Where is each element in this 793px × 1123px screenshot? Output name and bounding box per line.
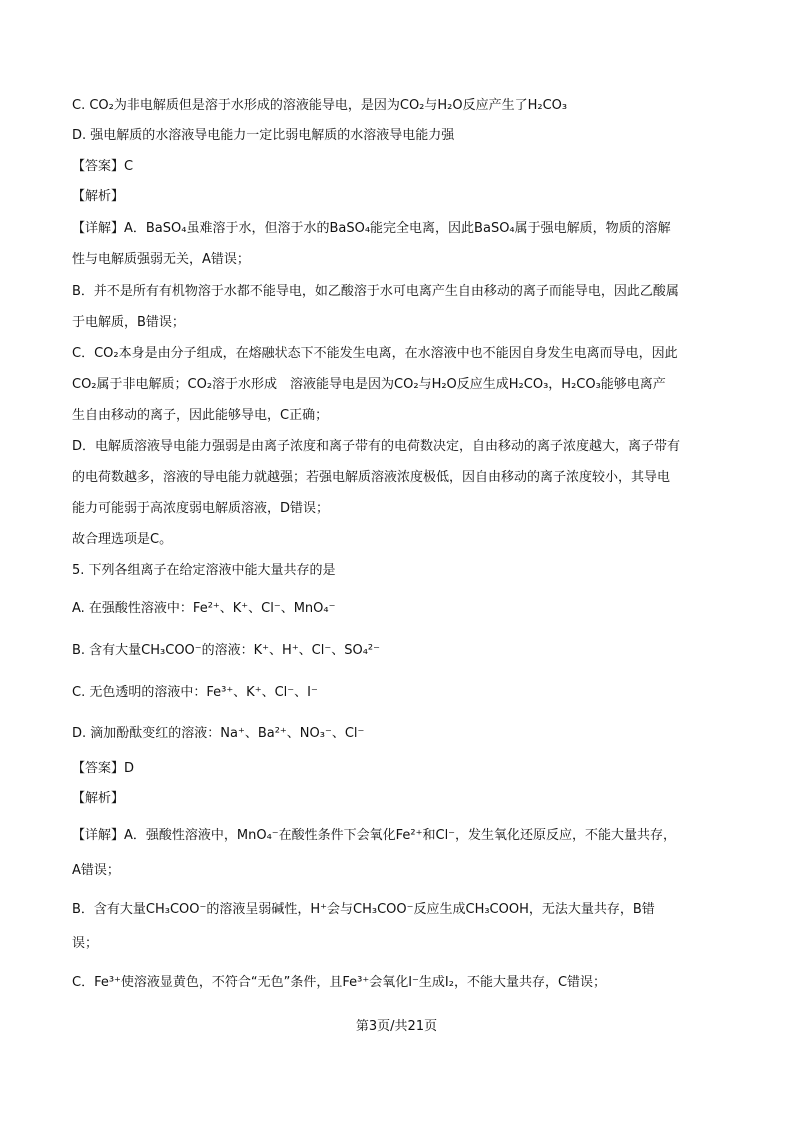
text-line: C．CO₂本身是由分子组成，在熔融状态下不能发生电离，在水溶液中也不能因自身发生电离而导电，因此	[72, 346, 678, 361]
option-c: C. 无色透明的溶液中：Fe³⁺、K⁺、Cl⁻、I⁻	[72, 685, 318, 700]
text-line: B．含有大量CH₃COO⁻的溶液呈弱碱性，H⁺会与CH₃COO⁻反应生成CH₃COOH，无法大量共存，B错	[72, 902, 655, 917]
text-line: CO₂属于非电解质；CO₂溶于水形成 溶液能导电是因为CO₂与H₂O反应生成H₂CO₃，H₂CO₃能够电离产	[72, 377, 666, 392]
analysis-label: 【解析】	[72, 791, 125, 806]
text-line: C．Fe³⁺使溶液显黄色，不符合“无色”条件，且Fe³⁺会氧化I⁻生成I₂，不能大量共存，C错误；	[72, 975, 607, 990]
text-line: 性与电解质强弱无关，A错误；	[72, 252, 250, 267]
text-line: A错误；	[72, 863, 120, 878]
text-line: 故合理选项是C。	[72, 532, 173, 547]
text-line: 【详解】A．强酸性溶液中，MnO₄⁻在酸性条件下会氧化Fe²⁺和Cl⁻，发生氧化还原反应，不能大量共存，	[72, 828, 677, 843]
answer-label: 【答案】C	[72, 159, 134, 174]
option-b: B. 含有大量CH₃COO⁻的溶液：K⁺、H⁺、Cl⁻、SO₄²⁻	[72, 643, 380, 658]
text-line: C. CO₂为非电解质但是溶于水形成的溶液能导电，是因为CO₂与H₂O反应产生了H₂CO₃	[72, 98, 568, 113]
text-line: 生自由移动的离子，因此能够导电，C正确；	[72, 408, 329, 423]
answer-label: 【答案】D	[72, 761, 135, 776]
text-line: 于电解质，B错误；	[72, 315, 185, 330]
text-line: 【详解】A．BaSO₄虽难溶于水，但溶于水的BaSO₄能完全电离，因此BaSO₄属于强电解质，物质的溶解	[72, 221, 671, 236]
text-line: D．电解质溶液导电能力强弱是由离子浓度和离子带有的电荷数决定，自由移动的离子浓度越大，离子带有	[72, 439, 681, 454]
text-line: 的电荷数越多，溶液的导电能力就越强；若强电解质溶液浓度极低，因自由移动的离子浓度较小，其导电	[72, 470, 671, 485]
page-footer: 第3页/共21页	[355, 1019, 438, 1034]
text-line: 能力可能弱于高浓度弱电解质溶液，D错误；	[72, 501, 330, 516]
option-a: A. 在强酸性溶液中：Fe²⁺、K⁺、Cl⁻、MnO₄⁻	[72, 601, 336, 616]
text-line: 误；	[72, 936, 99, 951]
option-d: D. 滴加酚酞变红的溶液：Na⁺、Ba²⁺、NO₃⁻、Cl⁻	[72, 726, 365, 741]
analysis-label: 【解析】	[72, 189, 125, 204]
text-line: B．并不是所有有机物溶于水都不能导电，如乙酸溶于水可电离产生自由移动的离子而能导电，因此乙酸属	[72, 284, 679, 299]
text-line: D. 强电解质的水溶液导电能力一定比弱电解质的水溶液导电能力强	[72, 128, 455, 143]
question-title: 5. 下列各组离子在给定溶液中能大量共存的是	[72, 563, 336, 578]
